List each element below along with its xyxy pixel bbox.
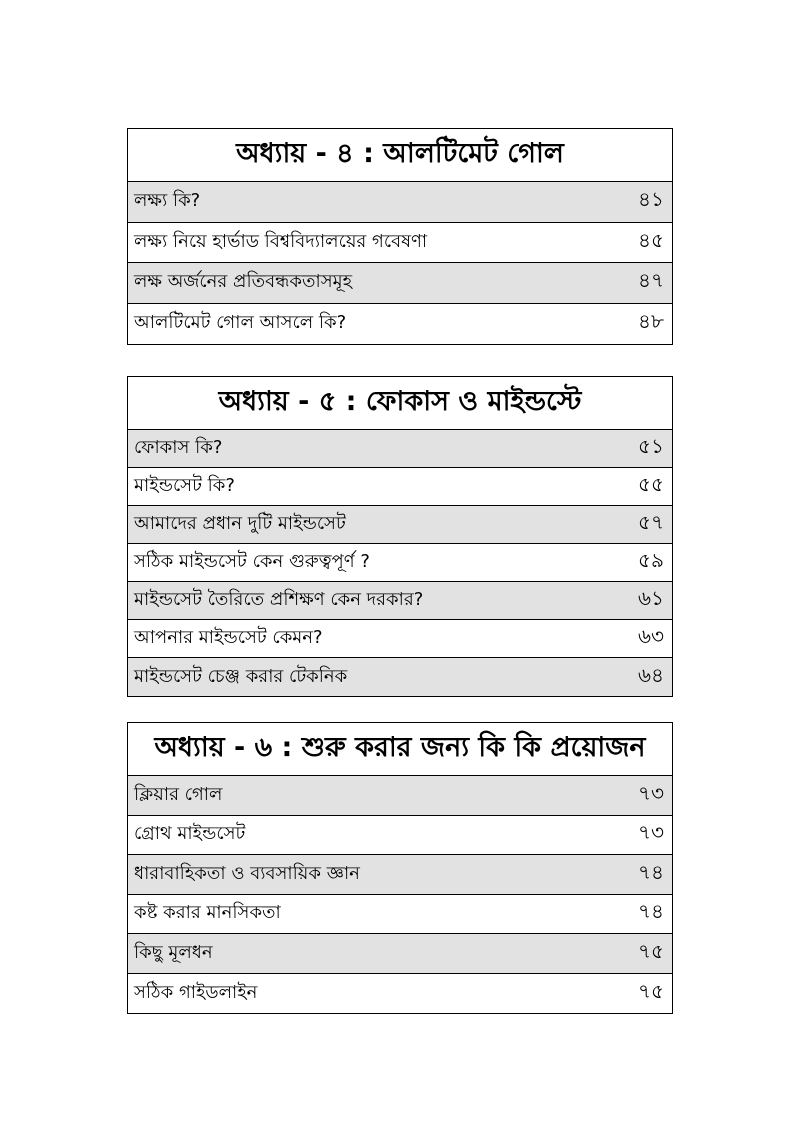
toc-row[interactable]: [128, 544, 672, 582]
toc-page-number: ৭৩: [637, 780, 664, 805]
toc-entry-label: মাইন্ডসেট চেঞ্জ করার টেকনিক: [134, 665, 348, 687]
toc-entry-label: ক্লিয়ার গোল: [134, 783, 223, 805]
toc-row[interactable]: [128, 776, 672, 816]
toc-page-number: ৬১: [638, 586, 664, 610]
chapter-title: অধ্যায় - ৪ : আলটিমেট গোল: [128, 129, 672, 182]
toc-row[interactable]: [128, 304, 672, 345]
toc-page-number: ৬৩: [637, 624, 664, 648]
toc-entry-label: ফোকাস কি?: [134, 437, 223, 458]
toc-entry-label: কিছু মূলধন: [134, 941, 213, 963]
toc-entry-label: লক্ষ্য নিয়ে হার্ভাড বিশ্ববিদ্যালয়ের গবেষণা: [134, 230, 428, 252]
toc-row[interactable]: [128, 468, 672, 506]
toc-row[interactable]: [128, 816, 672, 856]
chapter-5-table: [127, 376, 673, 697]
toc-row[interactable]: [128, 658, 672, 696]
toc-page-number: ৫৯: [638, 548, 664, 572]
chapter-4-table: [127, 128, 673, 345]
chapter-6-table: [127, 722, 673, 1014]
toc-row[interactable]: [128, 263, 672, 304]
toc-page-number: ৪৮: [638, 309, 664, 334]
toc-page-number: ৭৫: [638, 938, 664, 963]
toc-row[interactable]: [128, 855, 672, 895]
toc-page-number: ৭৪: [638, 859, 664, 884]
toc-entry-label: সঠিক মাইন্ডসেট কেন গুরুত্বপূর্ণ ?: [134, 551, 370, 572]
toc-entry-label: মাইন্ডসেট কি?: [134, 475, 235, 496]
toc-page-number: ৪১: [638, 187, 664, 212]
toc-entry-label: কষ্ট করার মানসিকতা: [134, 902, 281, 924]
toc-entry-label: আপনার মাইন্ডসেট কেমন?: [134, 627, 323, 648]
toc-row[interactable]: [128, 182, 672, 223]
toc-entry-label: আলটিমেট গোল আসলে কি?: [134, 312, 347, 334]
toc-entry-label: গ্রোথ মাইন্ডসেট: [134, 823, 246, 845]
toc-entry-label: ধারাবাহিকতা ও ব্যবসায়িক জ্ঞান: [134, 862, 360, 884]
toc-row[interactable]: [128, 974, 672, 1014]
toc-page-number: ৭৩: [637, 820, 664, 845]
chapter-title: অধ্যায় - ৫ : ফোকাস ও মাইন্ডস্টে: [128, 377, 672, 430]
toc-entry-label: আমাদের প্রধান দুটি মাইন্ডসেট: [134, 513, 346, 534]
toc-row[interactable]: [128, 506, 672, 544]
toc-page-number: ৫৭: [638, 510, 664, 534]
toc-page-number: ৭৫: [638, 978, 664, 1003]
toc-row[interactable]: [128, 582, 672, 620]
toc-page-number: ৫১: [638, 434, 664, 458]
toc-page-number: ৭৪: [638, 899, 664, 924]
toc-row[interactable]: [128, 934, 672, 974]
toc-entry-label: লক্ষ্য কি?: [134, 190, 201, 212]
toc-row[interactable]: [128, 430, 672, 468]
toc-page-number: ৪৫: [638, 227, 664, 252]
toc-page-number: ৬৪: [638, 662, 664, 687]
toc-row[interactable]: [128, 620, 672, 658]
toc-page-number: ৫৫: [638, 472, 664, 496]
toc-row[interactable]: [128, 895, 672, 935]
toc-page-number: ৪৭: [638, 268, 664, 293]
toc-row[interactable]: [128, 223, 672, 264]
toc-entry-label: মাইন্ডসেট তৈরিতে প্রশিক্ষণ কেন দরকার?: [134, 589, 424, 610]
chapter-title: অধ্যায় - ৬ : শুরু করার জন্য কি কি প্রয়োজন: [128, 723, 672, 776]
toc-entry-label: সঠিক গাইডলাইন: [134, 981, 258, 1003]
toc-entry-label: লক্ষ অর্জনের প্রতিবন্ধকতাসমূহ: [134, 271, 353, 293]
